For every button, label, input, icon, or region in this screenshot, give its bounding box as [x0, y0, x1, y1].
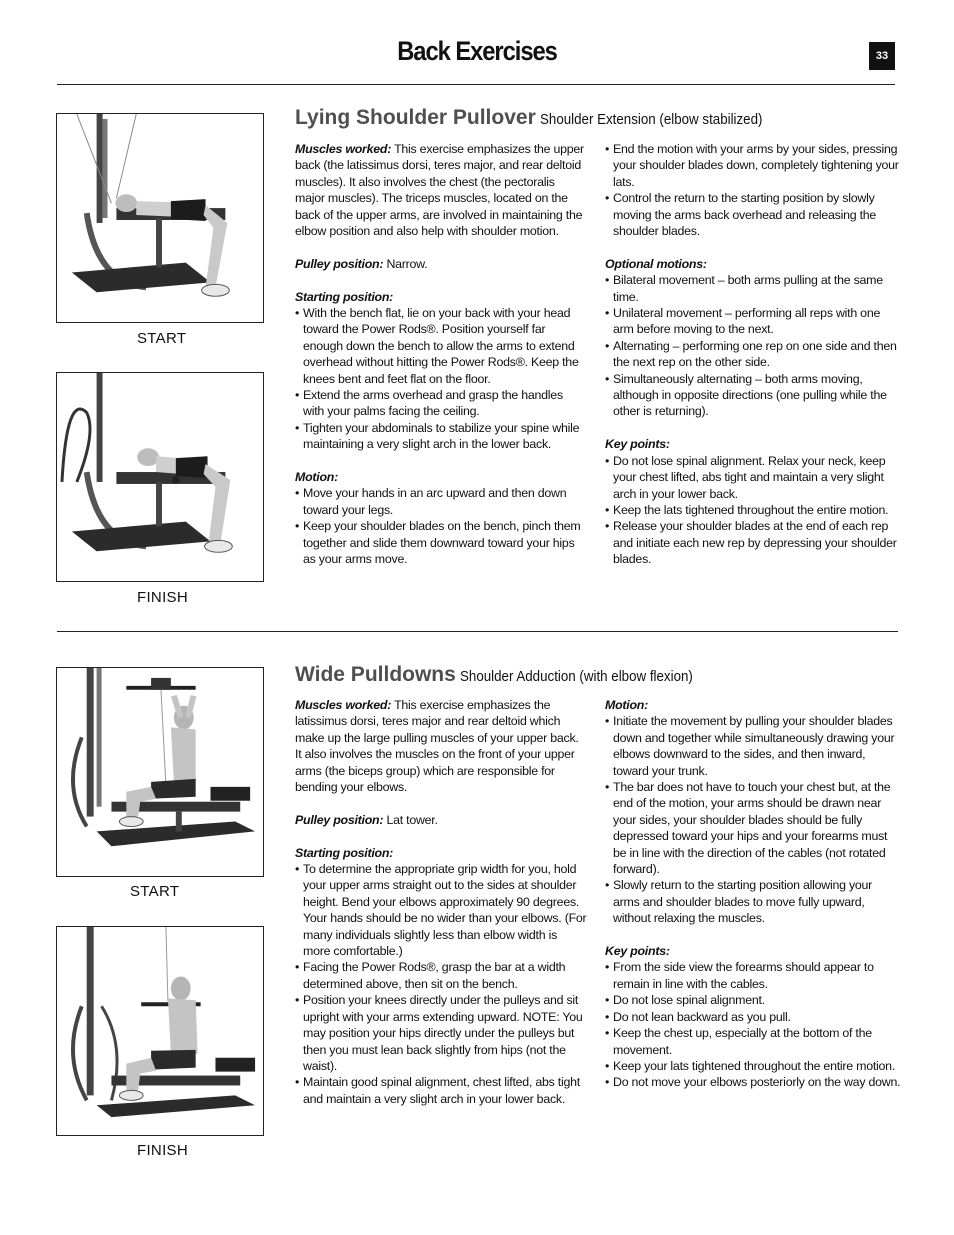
caption-pulldown-finish: FINISH: [137, 1142, 188, 1159]
pullover-left-column: [295, 141, 587, 568]
section-subtitle: Shoulder Adduction (with elbow flexion): [460, 669, 694, 685]
photo-pulldown-start: [56, 667, 264, 877]
list-item: • Slowly return to the starting position allowing your arms and shoulder blades to move fully upward, without relaxing the muscles.: [605, 877, 901, 926]
list-item: • Keep your shoulder blades on the bench, pinch them together and slide them downward toward your hips as your arms move.: [295, 518, 587, 567]
optional-motions-list: [605, 272, 900, 420]
caption-pulldown-start: START: [130, 883, 180, 900]
page-title: Back Exercises: [397, 36, 557, 66]
list-item: • Tighten your abdominals to stabilize your spine while maintaining a very slight arch in the lower back.: [295, 420, 587, 453]
caption-pullover-start: START: [137, 330, 187, 347]
key-points-list: [605, 959, 901, 1090]
list-item: • Unilateral movement – performing all reps with one arm before moving to the next.: [605, 305, 900, 338]
header-rule: [57, 84, 895, 85]
pulldown-right-column: [605, 697, 901, 1091]
optional-motions-label: Optional motions:: [605, 256, 707, 271]
list-item: • Do not move your elbows posteriorly on the way down.: [605, 1074, 901, 1090]
starting-position-list: [295, 861, 587, 1107]
list-item: • To determine the appropriate grip width for you, hold your upper arms straight out to the sides at shoulder height. Bend your elbows approximately 90 degrees. Your hands should be no wider than your elbows. (For many individuals slightly less than elbow width is more comfortable.): [295, 861, 587, 959]
page-number-badge: 33: [869, 42, 895, 70]
section-header-pullover: [295, 106, 782, 130]
pulley-position: Pulley position: Narrow.: [295, 256, 428, 271]
list-item: • Initiate the movement by pulling your shoulder blades down and together while simultaneously drawing your elbows downward to the sides, and then inward, toward your trunk.: [605, 713, 901, 779]
muscles-worked: Muscles worked: This exercise emphasizes the upper back (the latissimus dorsi, teres major, and rear deltoid muscles). It also involves the chest (the pectoralis major muscles). The triceps muscles, located on the back of the upper arms, are involved in maintaining the elbow position and also help with shoulder motion.: [295, 142, 584, 239]
starting-position-label: Starting position:: [295, 845, 394, 860]
list-item: • Move your hands in an arc upward and then down toward your legs.: [295, 485, 587, 518]
starting-position-list: [295, 305, 587, 453]
photo-pullover-finish: [56, 372, 264, 582]
list-item: • From the side view the forearms should appear to remain in line with the cables.: [605, 959, 901, 992]
pulldown-left-column: [295, 697, 587, 1107]
key-points-label: Key points:: [605, 944, 670, 959]
list-item: • End the motion with your arms by your sides, pressing your shoulder blades down, completely tightening your lats.: [605, 141, 900, 190]
pulley-position: Pulley position: Lat tower.: [295, 812, 438, 827]
starting-position-label: Starting position:: [295, 289, 394, 304]
list-item: • Position your knees directly under the pulleys and sit upright with your arms extending upward. NOTE: You may position your hips directly under the pulleys but then you must lean back slightly from hips (not the waist).: [295, 992, 587, 1074]
section-header-pulldowns: [295, 663, 713, 687]
caption-pullover-finish: FINISH: [137, 589, 188, 606]
list-item: • With the bench flat, lie on your back with your head toward the Power Rods®. Position yourself far enough down the bench to allow the arms to extend overhead without hitting the Power Rods®. Keep the knees bent and feet flat on the floor.: [295, 305, 587, 387]
section-title: Wide Pulldowns: [295, 663, 456, 686]
motion-list-continued: [605, 141, 900, 239]
list-item: • Keep the chest up, especially at the bottom of the movement.: [605, 1025, 901, 1058]
section-title: Lying Shoulder Pullover: [295, 106, 536, 129]
list-item: • Bilateral movement – both arms pulling at the same time.: [605, 272, 900, 305]
key-points-list: [605, 453, 900, 568]
key-points-label: Key points:: [605, 437, 670, 452]
motion-list: [295, 485, 587, 567]
list-item: • Release your shoulder blades at the end of each rep and initiate each new rep by depressing your shoulder blades.: [605, 518, 900, 567]
list-item: • Control the return to the starting position by slowly moving the arms back overhead and releasing the shoulder blades.: [605, 190, 900, 239]
list-item: • The bar does not have to touch your chest but, at the end of the motion, your arms should be drawn near your sides, your shoulder blades should be fully depressed toward your hips and your forearms must be in line with the direction of the cables (not rotated forward).: [605, 779, 901, 877]
list-item: • Maintain good spinal alignment, chest lifted, abs tight and maintain a very slight arch in your lower back.: [295, 1074, 587, 1107]
list-item: • Do not lose spinal alignment.: [605, 992, 901, 1008]
photo-pulldown-finish: [56, 926, 264, 1136]
muscles-worked: Muscles worked: This exercise emphasizes the latissimus dorsi, teres major and rear deltoid which make up the large pulling muscles of your upper back. It also involves the muscles on the front of your upper arms (the biceps group) which are responsible for bending your elbows.: [295, 698, 579, 795]
photo-pullover-start: [56, 113, 264, 323]
list-item: • Keep the lats tightened throughout the entire motion.: [605, 502, 900, 518]
list-item: • Keep your lats tightened throughout the entire motion.: [605, 1058, 901, 1074]
section-subtitle: Shoulder Extension (elbow stabilized): [540, 112, 763, 128]
motion-list: [605, 713, 901, 926]
list-item: • Extend the arms overhead and grasp the handles with your palms facing the ceiling.: [295, 387, 587, 420]
motion-label: Motion:: [605, 698, 648, 712]
list-item: • Do not lean backward as you pull.: [605, 1009, 901, 1025]
list-item: • Facing the Power Rods®, grasp the bar at a width determined above, then sit on the bench.: [295, 959, 587, 992]
list-item: • Do not lose spinal alignment. Relax your neck, keep your chest lifted, abs tight and maintain a very slight arch in your lower back.: [605, 453, 900, 502]
pullover-right-column: [605, 141, 900, 568]
motion-label: Motion:: [295, 470, 338, 485]
list-item: • Alternating – performing one rep on one side and then the next rep on the other side.: [605, 338, 900, 371]
section-divider: [57, 631, 898, 632]
list-item: • Simultaneously alternating – both arms moving, although in opposite directions (one pulling while the other is returning).: [605, 371, 900, 420]
